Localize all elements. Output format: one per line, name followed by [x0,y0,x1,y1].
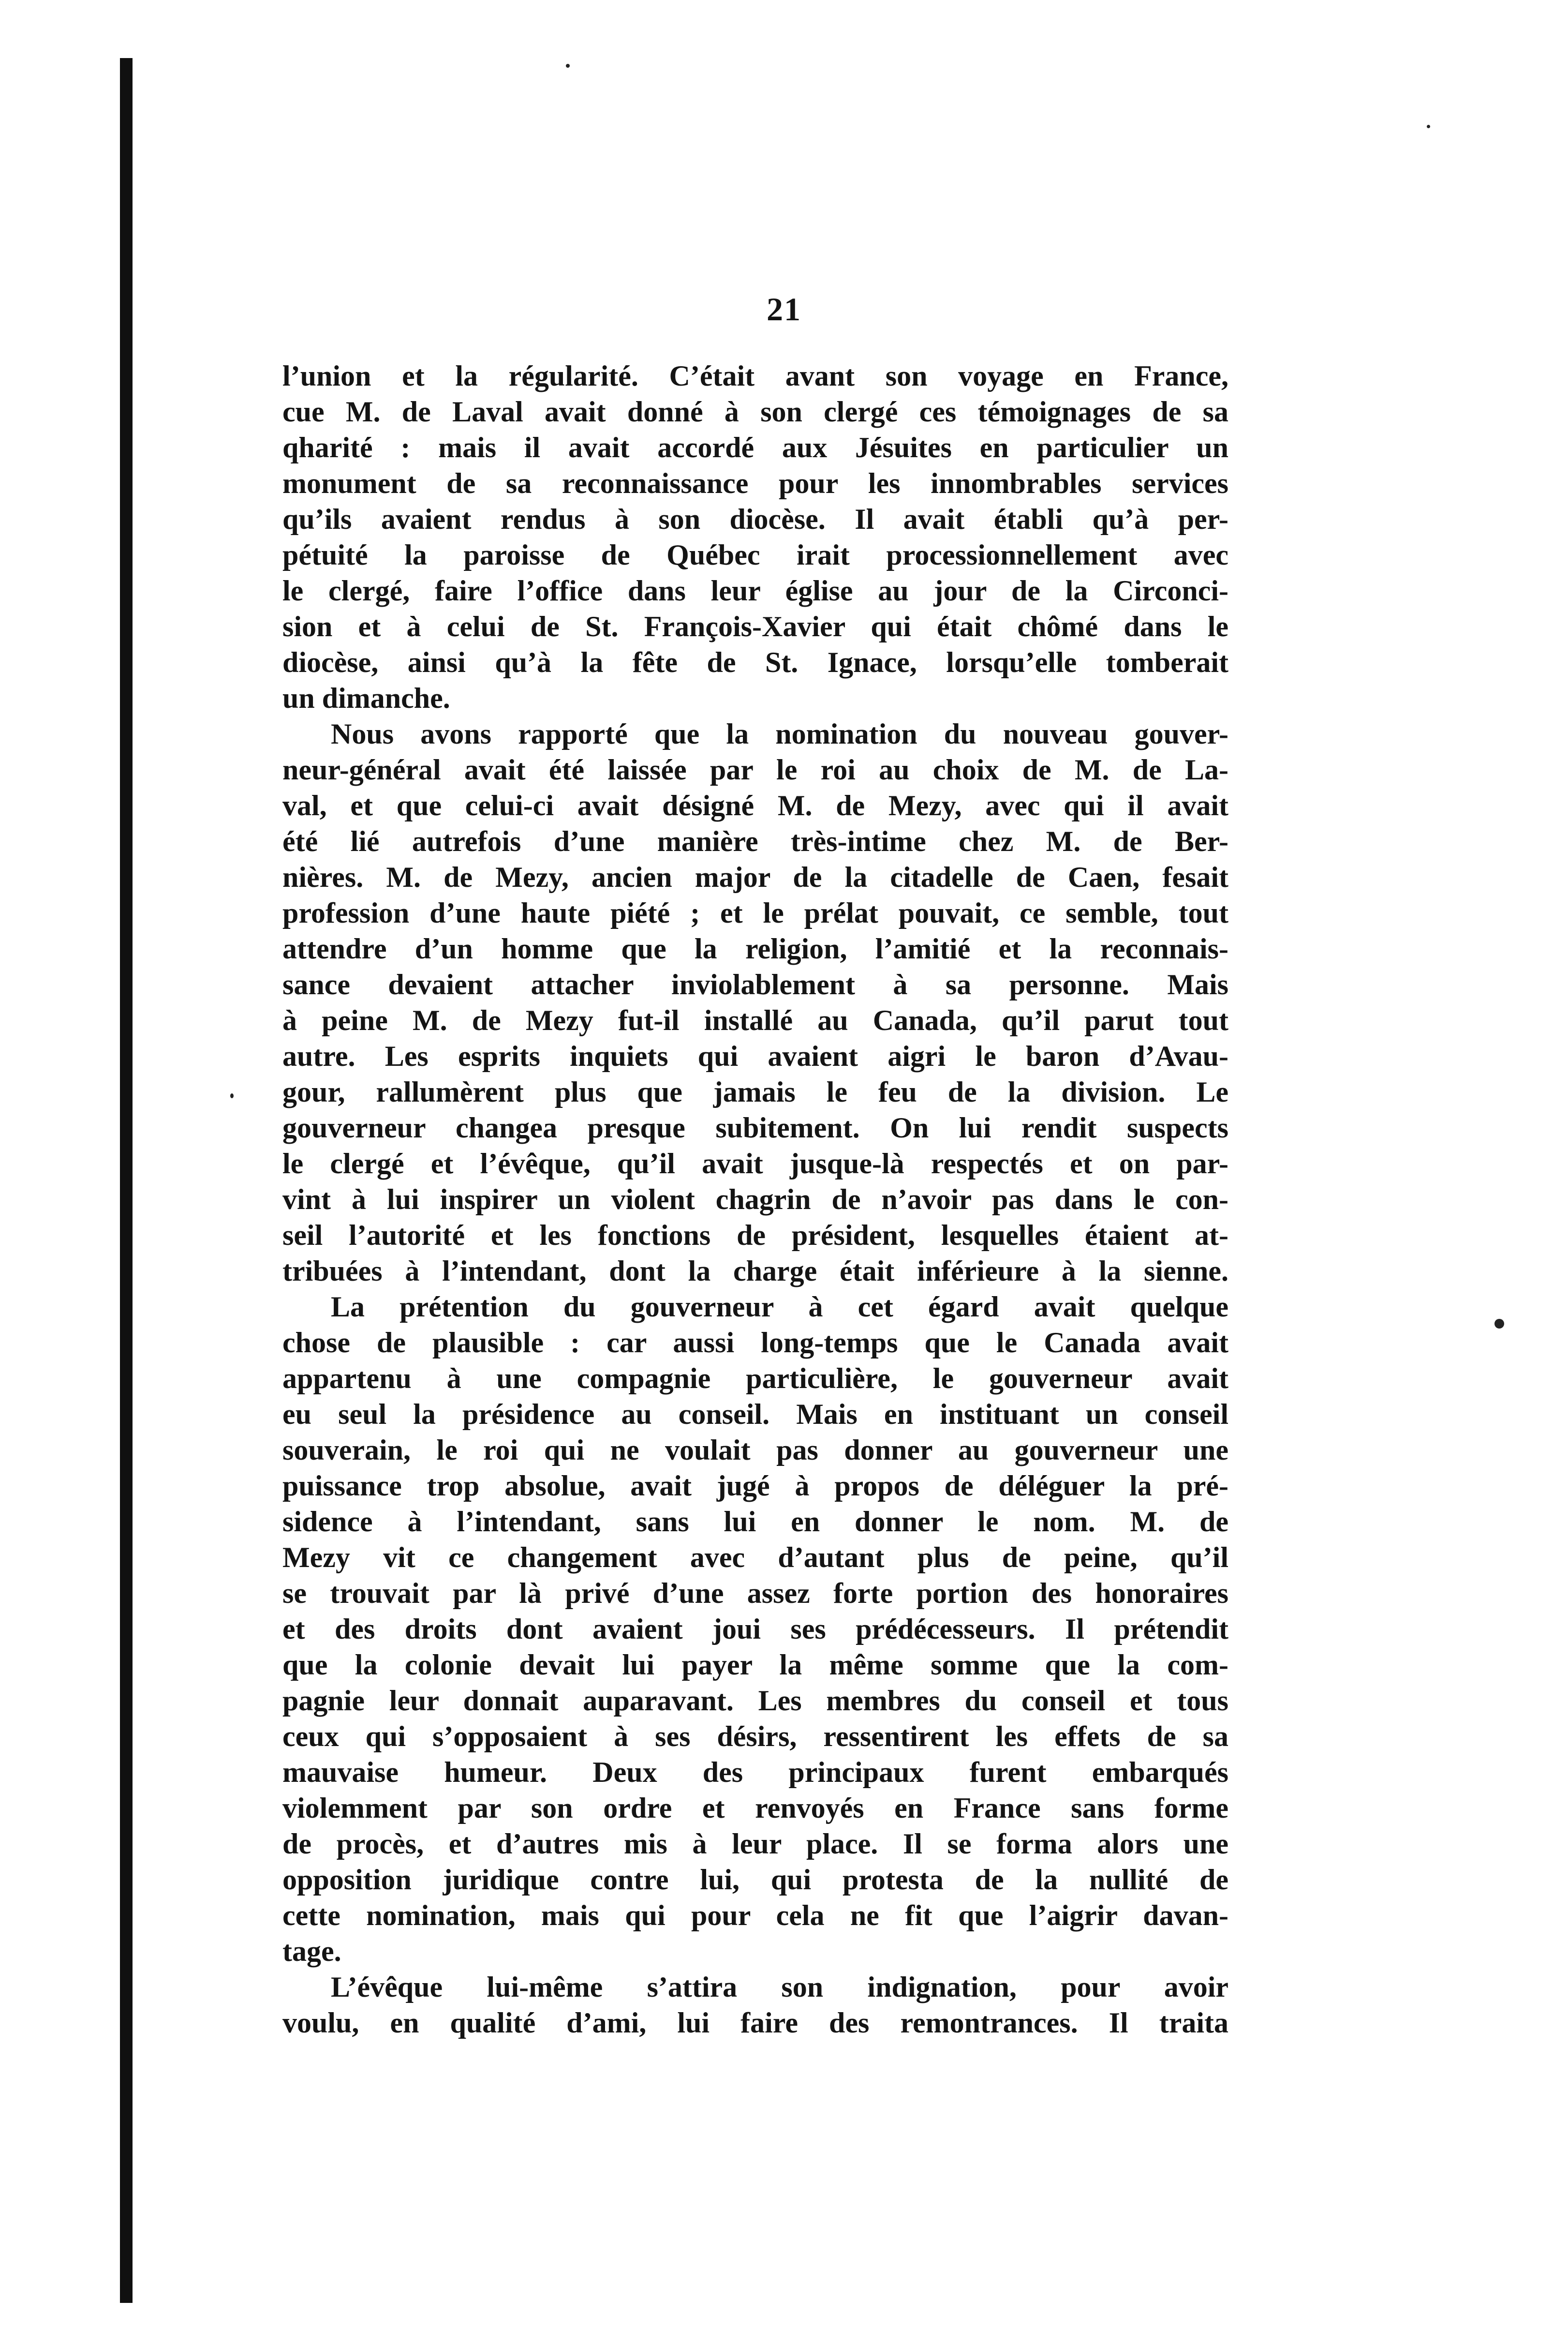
text-line: gouverneur changea presque subitement. On lui rendit suspects [282,1112,1228,1144]
text-line: l’union et la régularité. C’était avant son voyage en France, [282,360,1228,392]
text-line: été lié autrefois d’une manière très-intime chez M. de Ber- [282,825,1228,857]
text-line: chose de plausible : car aussi long-temps que le Canada avait [282,1327,1228,1359]
text-line: tage. [282,1935,341,1967]
text-line: gour, rallumèrent plus que jamais le feu de la division. Le [282,1076,1228,1108]
text-line: eu seul la présidence au conseil. Mais en instituant un conseil [282,1398,1228,1430]
text-line: nières. M. de Mezy, ancien major de la citadelle de Caen, fesait [282,861,1228,893]
text-line: mauvaise humeur. Deux des principaux furent embarqués [282,1756,1228,1788]
text-line: attendre d’un homme que la religion, l’amitié et la reconnais- [282,933,1228,965]
text-line: La prétention du gouverneur à cet égard avait quelque [331,1291,1228,1323]
text-line: pétuité la paroisse de Québec irait processionnellement avec [282,539,1228,571]
body-text [282,358,1228,2041]
text-line: autre. Les esprits inquiets qui avaient aigri le baron d’Avau- [282,1040,1228,1072]
paragraph [282,1289,1228,1969]
text-line: neur-général avait été laissée par le roi au choix de M. de La- [282,754,1228,786]
text-line: val, et que celui-ci avait désigné M. de Mezy, avec qui il avait [282,790,1228,821]
text-line: se trouvait par là privé d’une assez forte portion des honoraires [282,1577,1228,1609]
text-line: et des droits dont avaient joui ses prédécesseurs. Il prétendit [282,1613,1228,1645]
scan-speck [230,1093,234,1098]
text-line: Nous avons rapporté que la nomination du nouveau gouver- [331,718,1228,750]
text-line: que la colonie devait lui payer la même somme que la com- [282,1649,1228,1681]
text-line: souverain, le roi qui ne voulait pas donner au gouverneur une [282,1434,1228,1466]
text-line: cue M. de Laval avait donné à son clergé ces témoignages de sa [282,396,1228,428]
scan-speck [1427,125,1430,128]
scan-speck [566,64,570,68]
page-number: 21 [767,291,801,328]
paragraph [282,358,1228,716]
text-line: puissance trop absolue, avait jugé à propos de déléguer la pré- [282,1470,1228,1502]
text-line: sance devaient attacher inviolablement à sa personne. Mais [282,969,1228,1001]
text-line: monument de sa reconnaissance pour les innombrables services [282,467,1228,499]
text-line: cette nomination, mais qui pour cela ne fit que l’aigrir davan- [282,1899,1228,1931]
text-line: pagnie leur donnait auparavant. Les membres du conseil et tous [282,1685,1228,1717]
text-line: appartenu à une compagnie particulière, le gouverneur avait [282,1362,1228,1394]
text-line: qharité : mais il avait accordé aux Jésuites en particulier un [282,432,1228,463]
text-line: seil l’autorité et les fonctions de président, lesquelles étaient at- [282,1219,1228,1251]
text-line: le clergé, faire l’office dans leur église au jour de la Circonci- [282,575,1228,607]
text-line: Mezy vit ce changement avec d’autant plus de peine, qu’il [282,1541,1228,1573]
text-line: diocèse, ainsi qu’à la fête de St. Ignace, lorsqu’elle tomberait [282,646,1228,678]
text-line: qu’ils avaient rendus à son diocèse. Il avait établi qu’à per- [282,503,1228,535]
paragraph [282,1969,1228,2041]
text-line: de procès, et d’autres mis à leur place. Il se forma alors une [282,1828,1228,1860]
text-line: sidence à l’intendant, sans lui en donner le nom. M. de [282,1506,1228,1538]
text-line: voulu, en qualité d’ami, lui faire des remontrances. Il traita [282,2007,1228,2039]
text-line: profession d’une haute piété ; et le prélat pouvait, ce semble, tout [282,897,1228,929]
text-line: L’évêque lui-même s’attira son indignation, pour avoir [331,1971,1228,2003]
text-line: sion et à celui de St. François-Xavier qui était chômé dans le [282,611,1228,642]
text-line: à peine M. de Mezy fut-il installé au Canada, qu’il parut tout [282,1004,1228,1036]
binding-edge [120,58,133,2303]
text-line: opposition juridique contre lui, qui protesta de la nullité de [282,1864,1228,1896]
paragraph [282,716,1228,1289]
text-line: tribuées à l’intendant, dont la charge était inférieure à la sienne. [282,1255,1228,1287]
text-line: le clergé et l’évêque, qu’il avait jusque-là respectés et on par- [282,1148,1228,1180]
text-line: violemment par son ordre et renvoyés en France sans forme [282,1792,1228,1824]
scan-speck [1494,1319,1504,1329]
text-line: un dimanche. [282,682,450,714]
text-line: vint à lui inspirer un violent chagrin de n’avoir pas dans le con- [282,1183,1228,1215]
text-line: ceux qui s’opposaient à ses désirs, ressentirent les effets de sa [282,1720,1228,1752]
